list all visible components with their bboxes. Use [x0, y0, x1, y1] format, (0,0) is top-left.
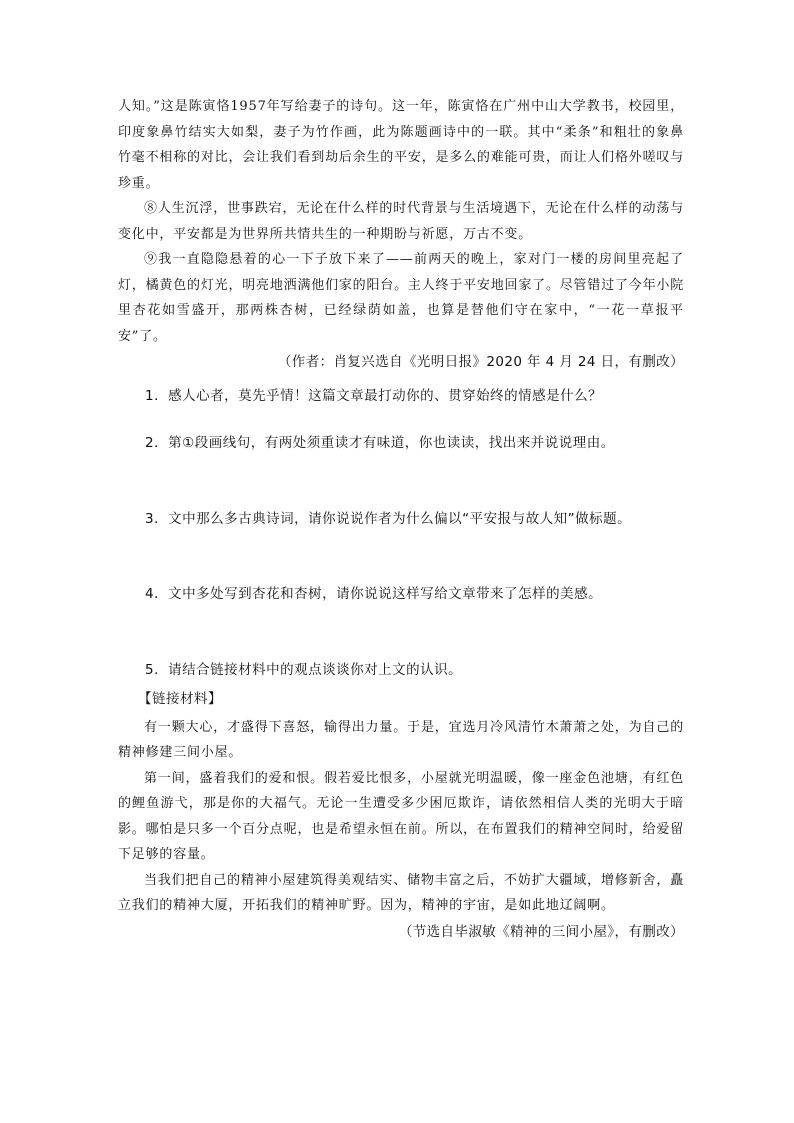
- article-paragraph-8: ⑧人生沉浮，世事跌宕，无论在什么样的时代背景与生活境遇下，无论在什么样的动荡与变化中，平安都是为世界所共情共生的一种期盼与祈愿，万古不变。: [118, 201, 684, 242]
- link-material-paragraph-2: 第一间，盛着我们的爱和恨。假若爱比恨多，小屋就光明温暖，像一座金色池塘，有红色的鲤鱼游弋，那是你的大福气。无论一生遭受多少困厄欺诈，请依然相信人类的光明大于暗影。哪怕是只多一个百分点呢，也是希望永恒在前。所以，在布置我们的精神空间时，给爱留下足够的容量。: [118, 770, 684, 862]
- question-3: 3．文中那么多古典诗词，请你说说作者为什么偏以“平安报与故人知”做标题。: [145, 510, 632, 527]
- article-source: （作者：肖复兴选自《光明日报》2020 年 4 月 24 日，有删改）: [277, 354, 684, 370]
- page-bottom-space: [118, 945, 684, 965]
- article-paragraph-9: ⑨我一直隐隐悬着的心一下子放下来了——前两天的晚上，家对门一楼的房间里亮起了灯，橘黄色的灯光，明亮地洒满他们家的阳台。主人终于平安地回家了。尽管错过了今年小院里杏花如雪盛开，那两株杏树，已经绿荫如盖，也算是替他们守在家中，“一花一草报平安”了。: [118, 252, 684, 344]
- question-1: 1．感人心者，莫先乎情！这篇文章最打动你的、贯穿始终的情感是什么？: [145, 387, 603, 404]
- link-material-heading: 【链接材料】: [138, 691, 222, 707]
- article-paragraph-7: 人知。”这是陈寅恪1957年写给妻子的诗句。这一年，陈寅恪在广州中山大学教书，校园里，印度象鼻竹结实大如梨，妻子为竹作画，此为陈题画诗中的一联。其中“柔条”和粗壮的象鼻竹毫不相称的对比，会让我们看到劫后余生的平安，是多么的难能可贵，而让人们格外嗟叹与珍重。: [118, 99, 684, 191]
- document-content: [118, 94, 684, 965]
- link-material-paragraph-3: 当我们把自己的精神小屋建筑得美观结实、储物丰富之后，不妨扩大疆域，增修新舍，矗立我们的精神大厦，开拓我们的精神旷野。因为，精神的宇宙，是如此地辽阔啊。: [118, 872, 684, 913]
- link-material-source: （节选自毕淑敏《精神的三间小屋》，有删改）: [398, 923, 684, 940]
- question-2: 2．第①段画线句，有两处须重读才有味道，你也读读，找出来并说说理由。: [145, 435, 615, 451]
- question-5: 5．请结合链接材料中的观点谈谈你对上文的认识。: [145, 661, 463, 678]
- link-material-paragraph-1: 有一颗大心，才盛得下喜怒，输得出力量。于是，宜选月冷风清竹木萧萧之处，为自己的精神修建三间小屋。: [118, 719, 684, 760]
- question-4: 4．文中多处写到杏花和杏树，请你说说这样写给文章带来了怎样的美感。: [145, 586, 603, 602]
